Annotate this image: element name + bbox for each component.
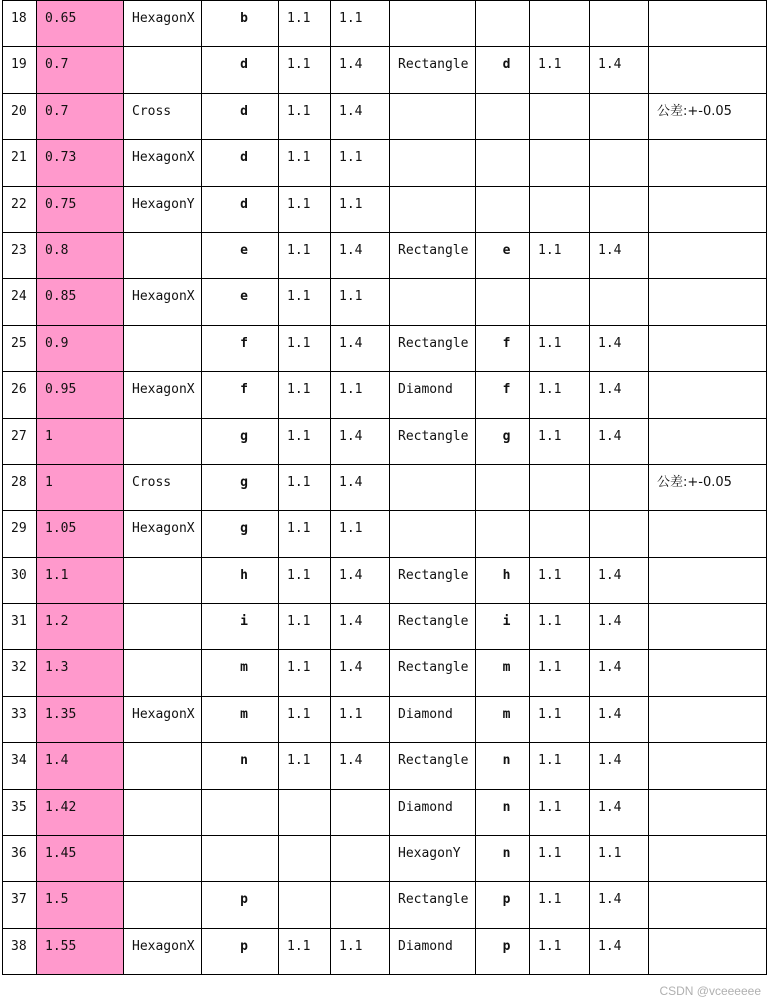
- shape-cell: [124, 650, 202, 696]
- param-a-2-cell: [530, 93, 590, 139]
- row-number-cell: 26: [3, 372, 37, 418]
- param-b-2-cell: 1.4: [590, 418, 649, 464]
- param-a-2-cell: 1.1: [530, 47, 590, 93]
- param-a-cell: 1.1: [279, 418, 331, 464]
- shape-2-cell: Diamond: [390, 372, 476, 418]
- shape-2-cell: Rectangle: [390, 604, 476, 650]
- param-a-2-cell: 1.1: [530, 232, 590, 278]
- note-cell: [649, 279, 767, 325]
- shape-cell: HexagonY: [124, 186, 202, 232]
- param-a-2-cell: 1.1: [530, 372, 590, 418]
- shape-cell: [124, 47, 202, 93]
- letter-cell: f: [202, 372, 279, 418]
- param-b-cell: 1.4: [331, 650, 390, 696]
- table-row: [3, 418, 767, 464]
- shape-cell: [124, 232, 202, 278]
- shape-2-cell: Rectangle: [390, 650, 476, 696]
- value-cell: 0.73: [37, 140, 124, 186]
- table-row: [3, 232, 767, 278]
- note-cell: 公差:+-0.05: [649, 464, 767, 510]
- param-a-2-cell: 1.1: [530, 696, 590, 742]
- letter-2-cell: [476, 140, 530, 186]
- table-row: [3, 93, 767, 139]
- value-cell: 0.75: [37, 186, 124, 232]
- note-cell: [649, 650, 767, 696]
- param-a-2-cell: 1.1: [530, 604, 590, 650]
- param-a-cell: 1.1: [279, 1, 331, 47]
- param-a-2-cell: 1.1: [530, 650, 590, 696]
- row-number-cell: 25: [3, 325, 37, 371]
- row-number-cell: 20: [3, 93, 37, 139]
- shape-cell: [124, 743, 202, 789]
- param-b-2-cell: 1.1: [590, 836, 649, 882]
- letter-cell: [202, 789, 279, 835]
- row-number-cell: 36: [3, 836, 37, 882]
- shape-cell: [124, 836, 202, 882]
- note-cell: [649, 418, 767, 464]
- letter-cell: g: [202, 511, 279, 557]
- shape-2-cell: Rectangle: [390, 743, 476, 789]
- letter-2-cell: m: [476, 650, 530, 696]
- shape-2-cell: Diamond: [390, 696, 476, 742]
- param-a-2-cell: [530, 279, 590, 325]
- row-number-cell: 34: [3, 743, 37, 789]
- param-b-2-cell: 1.4: [590, 604, 649, 650]
- param-a-2-cell: [530, 511, 590, 557]
- param-b-2-cell: 1.4: [590, 47, 649, 93]
- note-cell: [649, 325, 767, 371]
- param-b-2-cell: [590, 511, 649, 557]
- shape-2-cell: [390, 186, 476, 232]
- value-cell: 0.9: [37, 325, 124, 371]
- letter-cell: b: [202, 1, 279, 47]
- letter-cell: h: [202, 557, 279, 603]
- value-cell: 0.7: [37, 93, 124, 139]
- shape-cell: HexagonX: [124, 372, 202, 418]
- value-cell: 1.5: [37, 882, 124, 928]
- param-b-cell: 1.1: [331, 186, 390, 232]
- param-b-2-cell: 1.4: [590, 743, 649, 789]
- note-cell: [649, 882, 767, 928]
- shape-cell: HexagonX: [124, 928, 202, 974]
- letter-cell: p: [202, 882, 279, 928]
- param-a-2-cell: 1.1: [530, 928, 590, 974]
- table-row: [3, 743, 767, 789]
- param-b-cell: 1.4: [331, 743, 390, 789]
- shape-cell: [124, 325, 202, 371]
- row-number-cell: 21: [3, 140, 37, 186]
- param-a-cell: 1.1: [279, 650, 331, 696]
- row-number-cell: 29: [3, 511, 37, 557]
- param-b-cell: 1.1: [331, 372, 390, 418]
- letter-2-cell: f: [476, 325, 530, 371]
- note-cell: [649, 511, 767, 557]
- letter-2-cell: n: [476, 789, 530, 835]
- param-a-2-cell: 1.1: [530, 836, 590, 882]
- letter-cell: f: [202, 325, 279, 371]
- row-number-cell: 28: [3, 464, 37, 510]
- table-row: [3, 789, 767, 835]
- row-number-cell: 19: [3, 47, 37, 93]
- param-b-2-cell: 1.4: [590, 325, 649, 371]
- letter-2-cell: [476, 1, 530, 47]
- table-row: [3, 882, 767, 928]
- note-cell: [649, 232, 767, 278]
- table-row: [3, 511, 767, 557]
- param-b-cell: 1.4: [331, 325, 390, 371]
- letter-2-cell: n: [476, 836, 530, 882]
- param-a-cell: 1.1: [279, 47, 331, 93]
- letter-cell: i: [202, 604, 279, 650]
- note-cell: [649, 557, 767, 603]
- shape-2-cell: [390, 140, 476, 186]
- value-cell: 1.2: [37, 604, 124, 650]
- note-cell: [649, 604, 767, 650]
- param-a-2-cell: [530, 140, 590, 186]
- shape-2-cell: [390, 1, 476, 47]
- param-a-cell: 1.1: [279, 140, 331, 186]
- shape-2-cell: [390, 464, 476, 510]
- param-a-cell: 1.1: [279, 325, 331, 371]
- shape-2-cell: Diamond: [390, 928, 476, 974]
- value-cell: 0.85: [37, 279, 124, 325]
- param-a-cell: 1.1: [279, 186, 331, 232]
- note-cell: [649, 140, 767, 186]
- shape-cell: HexagonX: [124, 1, 202, 47]
- param-b-cell: 1.4: [331, 47, 390, 93]
- param-b-cell: 1.1: [331, 511, 390, 557]
- param-b-cell: 1.4: [331, 232, 390, 278]
- param-b-2-cell: [590, 279, 649, 325]
- value-cell: 0.95: [37, 372, 124, 418]
- row-number-cell: 23: [3, 232, 37, 278]
- letter-cell: n: [202, 743, 279, 789]
- param-a-cell: 1.1: [279, 604, 331, 650]
- row-number-cell: 22: [3, 186, 37, 232]
- letter-2-cell: [476, 279, 530, 325]
- param-b-2-cell: 1.4: [590, 928, 649, 974]
- table-row: [3, 140, 767, 186]
- param-b-2-cell: 1.4: [590, 696, 649, 742]
- letter-2-cell: n: [476, 743, 530, 789]
- table-row: [3, 372, 767, 418]
- note-cell: [649, 696, 767, 742]
- param-b-cell: [331, 882, 390, 928]
- shape-cell: [124, 557, 202, 603]
- param-a-cell: 1.1: [279, 279, 331, 325]
- letter-cell: g: [202, 464, 279, 510]
- table-body: [3, 1, 767, 975]
- param-a-2-cell: [530, 1, 590, 47]
- shape-cell: [124, 604, 202, 650]
- param-b-2-cell: [590, 186, 649, 232]
- param-a-2-cell: 1.1: [530, 557, 590, 603]
- shape-2-cell: HexagonY: [390, 836, 476, 882]
- param-b-2-cell: 1.4: [590, 557, 649, 603]
- param-a-2-cell: 1.1: [530, 743, 590, 789]
- value-cell: 1: [37, 418, 124, 464]
- shape-2-cell: Diamond: [390, 789, 476, 835]
- param-b-cell: 1.1: [331, 279, 390, 325]
- row-number-cell: 24: [3, 279, 37, 325]
- shape-cell: Cross: [124, 93, 202, 139]
- letter-cell: [202, 836, 279, 882]
- shape-cell: [124, 789, 202, 835]
- table-row: [3, 279, 767, 325]
- letter-2-cell: [476, 511, 530, 557]
- param-b-cell: 1.1: [331, 140, 390, 186]
- shape-cell: HexagonX: [124, 279, 202, 325]
- letter-2-cell: [476, 93, 530, 139]
- shape-cell: HexagonX: [124, 511, 202, 557]
- shape-2-cell: Rectangle: [390, 882, 476, 928]
- row-number-cell: 32: [3, 650, 37, 696]
- value-cell: 1.3: [37, 650, 124, 696]
- letter-cell: g: [202, 418, 279, 464]
- param-a-cell: [279, 836, 331, 882]
- value-cell: 1: [37, 464, 124, 510]
- param-a-2-cell: 1.1: [530, 789, 590, 835]
- param-b-cell: 1.4: [331, 418, 390, 464]
- shape-cell: Cross: [124, 464, 202, 510]
- table-row: [3, 1, 767, 47]
- shape-cell: [124, 418, 202, 464]
- letter-cell: d: [202, 93, 279, 139]
- note-cell: [649, 1, 767, 47]
- value-cell: 1.42: [37, 789, 124, 835]
- letter-cell: e: [202, 232, 279, 278]
- row-number-cell: 38: [3, 928, 37, 974]
- value-cell: 0.8: [37, 232, 124, 278]
- param-b-2-cell: 1.4: [590, 789, 649, 835]
- param-b-2-cell: [590, 464, 649, 510]
- param-a-2-cell: 1.1: [530, 325, 590, 371]
- shape-2-cell: [390, 511, 476, 557]
- note-cell: [649, 186, 767, 232]
- shape-2-cell: [390, 279, 476, 325]
- param-a-cell: 1.1: [279, 743, 331, 789]
- param-b-cell: 1.4: [331, 93, 390, 139]
- param-b-cell: 1.1: [331, 696, 390, 742]
- param-a-cell: [279, 789, 331, 835]
- param-a-cell: 1.1: [279, 928, 331, 974]
- shape-cell: [124, 882, 202, 928]
- data-table: [2, 0, 767, 975]
- row-number-cell: 31: [3, 604, 37, 650]
- shape-2-cell: [390, 93, 476, 139]
- param-a-2-cell: 1.1: [530, 418, 590, 464]
- table-row: [3, 604, 767, 650]
- table-row: [3, 325, 767, 371]
- param-a-2-cell: [530, 186, 590, 232]
- letter-2-cell: [476, 464, 530, 510]
- shape-2-cell: Rectangle: [390, 418, 476, 464]
- row-number-cell: 27: [3, 418, 37, 464]
- letter-2-cell: [476, 186, 530, 232]
- note-cell: [649, 789, 767, 835]
- param-b-2-cell: 1.4: [590, 650, 649, 696]
- param-a-cell: 1.1: [279, 232, 331, 278]
- shape-2-cell: Rectangle: [390, 325, 476, 371]
- table-row: [3, 696, 767, 742]
- letter-cell: p: [202, 928, 279, 974]
- letter-cell: e: [202, 279, 279, 325]
- param-b-2-cell: 1.4: [590, 232, 649, 278]
- param-a-2-cell: [530, 464, 590, 510]
- param-b-cell: [331, 789, 390, 835]
- param-b-cell: [331, 836, 390, 882]
- param-b-2-cell: [590, 93, 649, 139]
- letter-2-cell: p: [476, 882, 530, 928]
- table-row: [3, 47, 767, 93]
- param-b-2-cell: 1.4: [590, 372, 649, 418]
- value-cell: 1.45: [37, 836, 124, 882]
- letter-cell: d: [202, 140, 279, 186]
- note-cell: [649, 836, 767, 882]
- param-a-cell: 1.1: [279, 557, 331, 603]
- value-cell: 1.4: [37, 743, 124, 789]
- value-cell: 1.35: [37, 696, 124, 742]
- shape-cell: HexagonX: [124, 140, 202, 186]
- shape-2-cell: Rectangle: [390, 47, 476, 93]
- table-row: [3, 186, 767, 232]
- param-b-cell: 1.4: [331, 604, 390, 650]
- table-row: [3, 464, 767, 510]
- table-row: [3, 928, 767, 974]
- letter-2-cell: p: [476, 928, 530, 974]
- row-number-cell: 18: [3, 1, 37, 47]
- letter-2-cell: e: [476, 232, 530, 278]
- shape-cell: HexagonX: [124, 696, 202, 742]
- note-cell: [649, 47, 767, 93]
- param-a-2-cell: 1.1: [530, 882, 590, 928]
- shape-2-cell: Rectangle: [390, 557, 476, 603]
- table-row: [3, 836, 767, 882]
- value-cell: 1.1: [37, 557, 124, 603]
- value-cell: 0.7: [37, 47, 124, 93]
- letter-2-cell: m: [476, 696, 530, 742]
- param-a-cell: 1.1: [279, 372, 331, 418]
- param-a-cell: 1.1: [279, 93, 331, 139]
- param-b-2-cell: [590, 140, 649, 186]
- table-row: [3, 650, 767, 696]
- param-a-cell: 1.1: [279, 464, 331, 510]
- letter-cell: d: [202, 47, 279, 93]
- row-number-cell: 37: [3, 882, 37, 928]
- row-number-cell: 35: [3, 789, 37, 835]
- value-cell: 1.55: [37, 928, 124, 974]
- note-cell: [649, 743, 767, 789]
- row-number-cell: 33: [3, 696, 37, 742]
- param-b-cell: 1.1: [331, 1, 390, 47]
- note-cell: 公差:+-0.05: [649, 93, 767, 139]
- shape-2-cell: Rectangle: [390, 232, 476, 278]
- note-cell: [649, 372, 767, 418]
- letter-cell: m: [202, 650, 279, 696]
- letter-2-cell: h: [476, 557, 530, 603]
- letter-2-cell: g: [476, 418, 530, 464]
- param-a-cell: [279, 882, 331, 928]
- letter-2-cell: d: [476, 47, 530, 93]
- param-b-cell: 1.4: [331, 557, 390, 603]
- param-b-cell: 1.1: [331, 928, 390, 974]
- param-b-2-cell: 1.4: [590, 882, 649, 928]
- param-a-cell: 1.1: [279, 696, 331, 742]
- param-b-2-cell: [590, 1, 649, 47]
- param-b-cell: 1.4: [331, 464, 390, 510]
- param-a-cell: 1.1: [279, 511, 331, 557]
- value-cell: 1.05: [37, 511, 124, 557]
- row-number-cell: 30: [3, 557, 37, 603]
- letter-cell: d: [202, 186, 279, 232]
- letter-2-cell: f: [476, 372, 530, 418]
- letter-cell: m: [202, 696, 279, 742]
- note-cell: [649, 928, 767, 974]
- watermark: CSDN @vceeeeee: [659, 984, 761, 998]
- letter-2-cell: i: [476, 604, 530, 650]
- table-row: [3, 557, 767, 603]
- value-cell: 0.65: [37, 1, 124, 47]
